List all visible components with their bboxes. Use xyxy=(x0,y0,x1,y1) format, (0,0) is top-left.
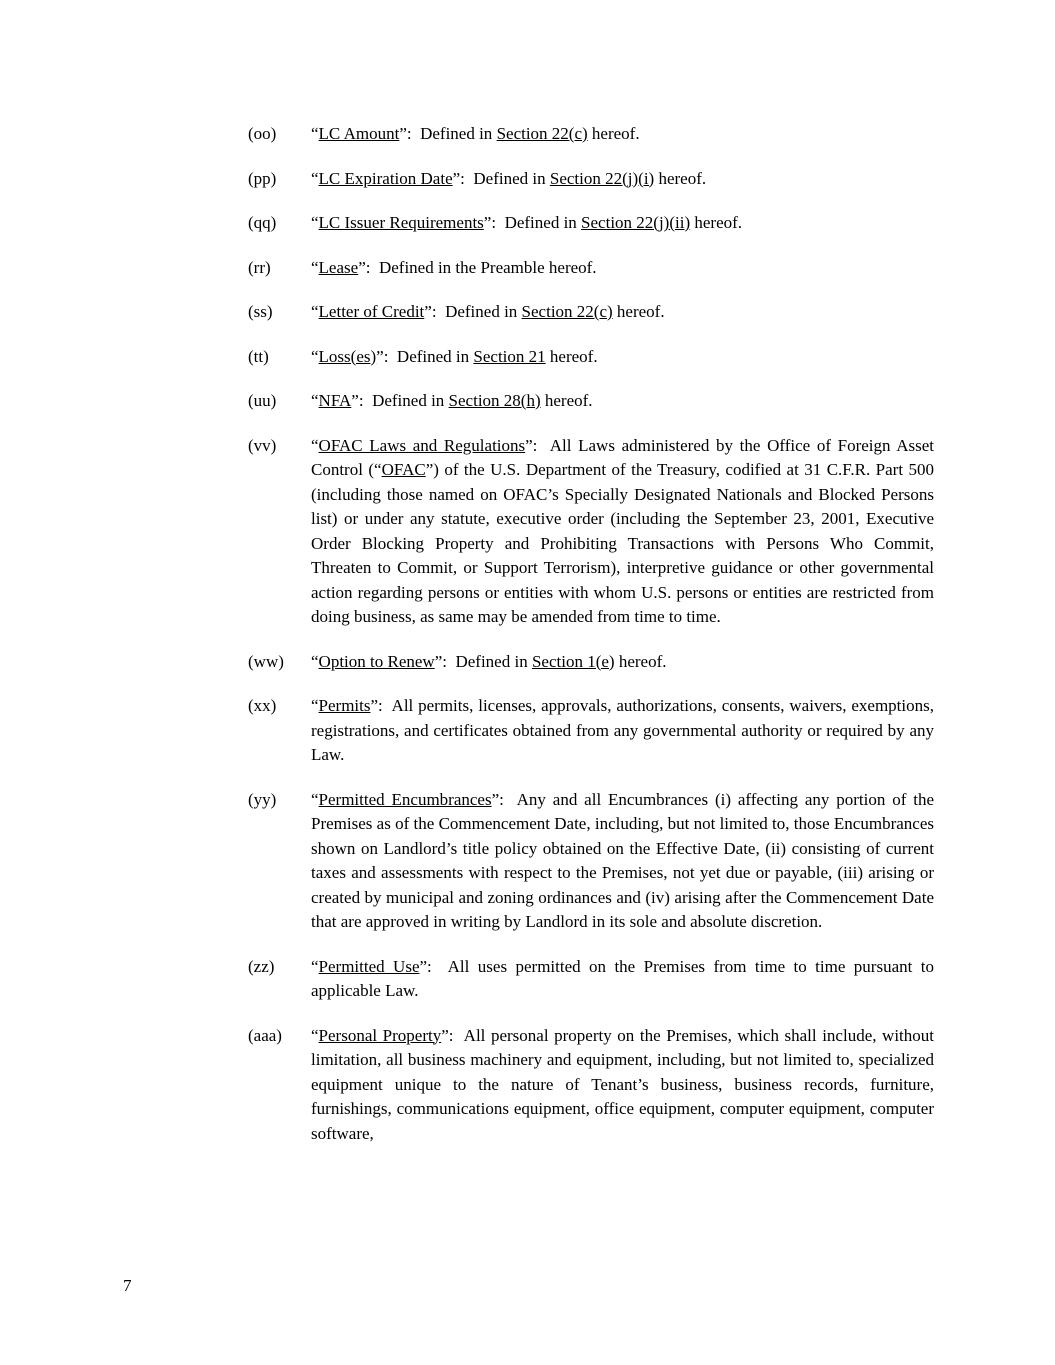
definition-body-text: “ xyxy=(311,435,319,455)
definition-item xyxy=(248,167,934,192)
definition-item xyxy=(248,256,934,281)
definition-body-text: “ xyxy=(311,346,319,366)
definition-body-text: “ xyxy=(311,302,319,321)
definition-body-text: “ xyxy=(311,1025,319,1045)
definition-body-text: “ xyxy=(311,651,319,671)
defined-term: Permits xyxy=(318,696,371,715)
definition-label: (oo) xyxy=(248,124,277,143)
defined-term: Personal Property xyxy=(318,1025,442,1045)
definition-label: (qq) xyxy=(248,213,277,232)
definition-text xyxy=(311,434,934,630)
definition-body-text: “ xyxy=(311,213,319,232)
definition-label: (xx) xyxy=(248,696,277,715)
definition-body-text: hereof. xyxy=(587,124,640,143)
definition-body-text: ”) of the U.S. Department of the Treasury, codified at 31 C.F.R. Part 500 (including those named on OFAC’s Specially Designated Nationals and Blocked Persons list) or under any statute, executive order (including the September 23, 2001, Executive Order Blocking Property and Prohibiting Transactions with Persons Who Commit, Threaten to Commit, or Support Terrorism), interpretive guidance or other governmental action regarding persons or entities with whom U.S. persons or entities are restricted from doing business, as same may be amended from time to time. xyxy=(311,460,934,626)
definition-text xyxy=(311,167,934,192)
defined-term: LC Expiration Date xyxy=(318,168,453,188)
definition-text xyxy=(311,300,934,325)
definition-item xyxy=(248,211,934,236)
definition-text xyxy=(311,256,934,281)
definition-label: (zz) xyxy=(248,956,275,976)
definition-text xyxy=(311,650,934,675)
definition-body-text: hereof. xyxy=(690,213,743,232)
defined-term: Permitted Use xyxy=(318,956,420,976)
definition-text xyxy=(311,211,934,236)
defined-term: NFA xyxy=(318,391,352,410)
definition-item xyxy=(248,345,934,370)
definitions-list xyxy=(248,122,934,1166)
definition-item xyxy=(248,650,934,675)
definition-body-text: “ xyxy=(311,956,319,976)
definition-item xyxy=(248,788,934,935)
definition-body-text: hereof. xyxy=(540,391,593,410)
definition-body-text: ”: Defined in xyxy=(452,168,550,188)
defined-term: Loss(es) xyxy=(318,346,377,366)
definition-body-text: ”: Defined in the Preamble hereof. xyxy=(358,257,597,277)
defined-term: Section 22(c) xyxy=(521,302,613,321)
definition-item xyxy=(248,122,934,147)
defined-term: Section 1(e) xyxy=(531,651,615,671)
definition-text xyxy=(311,1024,934,1147)
definition-body-text: ”: Defined in xyxy=(376,346,474,366)
definition-label: (yy) xyxy=(248,789,277,809)
definition-label: (uu) xyxy=(248,391,277,410)
definition-body-text: “ xyxy=(311,124,319,143)
definition-label: (tt) xyxy=(248,346,269,366)
definition-body-text: ”: Defined in xyxy=(351,391,449,410)
definition-item xyxy=(248,955,934,1004)
defined-term: LC Amount xyxy=(318,124,400,143)
definition-item xyxy=(248,434,934,630)
definition-body-text: ”: Defined in xyxy=(424,302,522,321)
definition-body-text: “ xyxy=(311,696,319,715)
defined-term: Permitted Encumbrances xyxy=(318,789,492,809)
defined-term: Option to Renew xyxy=(318,651,435,671)
definition-label: (rr) xyxy=(248,257,271,277)
defined-term: LC Issuer Requirements xyxy=(318,213,484,232)
definition-body-text: hereof. xyxy=(654,168,707,188)
defined-term: Section 28(h) xyxy=(448,391,541,410)
definition-label: (ww) xyxy=(248,651,284,671)
definition-body-text: “ xyxy=(311,391,319,410)
defined-term: Lease xyxy=(318,257,359,277)
definition-body-text: ”: All Laws administered by the Office of Foreign Asset Control (“ xyxy=(311,435,934,479)
definition-item xyxy=(248,1024,934,1147)
definition-body-text: “ xyxy=(311,257,319,277)
defined-term: Section 22(j)(i) xyxy=(549,168,655,188)
defined-term: Section 22(j)(ii) xyxy=(581,213,691,232)
definition-body-text: hereof. xyxy=(612,302,665,321)
definition-body-text: “ xyxy=(311,789,319,809)
definition-text xyxy=(311,955,934,1004)
definition-item xyxy=(248,300,934,325)
definition-label: (vv) xyxy=(248,435,277,455)
definition-body-text: ”: Any and all Encumbrances (i) affecting any portion of the Premises as of the Commencement Date, including, but not limited to, those Encumbrances shown on Landlord’s title policy obtained on the Effective Date, (ii) consisting of current taxes and assessments with respect to the Premises, not yet due or payable, (iii) arising or created by municipal and zoning ordinances and (iv) arising after the Commencement Date that are approved in writing by Landlord in its sole and absolute discretion. xyxy=(311,789,934,931)
definition-text xyxy=(311,389,934,414)
definition-item xyxy=(248,694,934,768)
definition-label: (pp) xyxy=(248,168,277,188)
defined-term: OFAC Laws and Regulations xyxy=(318,435,526,455)
defined-term: Letter of Credit xyxy=(318,302,425,321)
definition-body-text: ”: All permits, licenses, approvals, authorizations, consents, waivers, exemptions, registrations, and certificates obtained from any governmental authority or required by any Law. xyxy=(311,696,934,764)
defined-term: Section 22(c) xyxy=(496,124,588,143)
defined-term: Section 21 xyxy=(473,346,546,366)
definition-body-text: ”: All uses permitted on the Premises from time to time pursuant to applicable Law. xyxy=(311,956,934,1000)
definition-text xyxy=(311,345,934,370)
definition-body-text: hereof. xyxy=(614,651,667,671)
definition-text xyxy=(311,122,934,147)
definition-body-text: “ xyxy=(311,168,319,188)
definition-body-text: hereof. xyxy=(545,346,598,366)
definition-body-text: ”: All personal property on the Premises, which shall include, without limitation, all business machinery and equipment, including, but not limited to, specialized equipment unique to the nature of Tenant’s business, business records, furniture, furnishings, communications equipment, office equipment, computer equipment, computer software, xyxy=(311,1025,935,1143)
defined-term: OFAC xyxy=(381,460,426,479)
definition-body-text: ”: Defined in xyxy=(434,651,532,671)
definition-text xyxy=(311,788,934,935)
definition-text xyxy=(311,694,934,768)
definition-item xyxy=(248,389,934,414)
definition-label: (aaa) xyxy=(248,1025,282,1045)
definition-body-text: ”: Defined in xyxy=(483,213,582,232)
page-number: 7 xyxy=(123,1276,132,1295)
definition-label: (ss) xyxy=(248,302,273,321)
definition-body-text: ”: Defined in xyxy=(399,124,497,143)
